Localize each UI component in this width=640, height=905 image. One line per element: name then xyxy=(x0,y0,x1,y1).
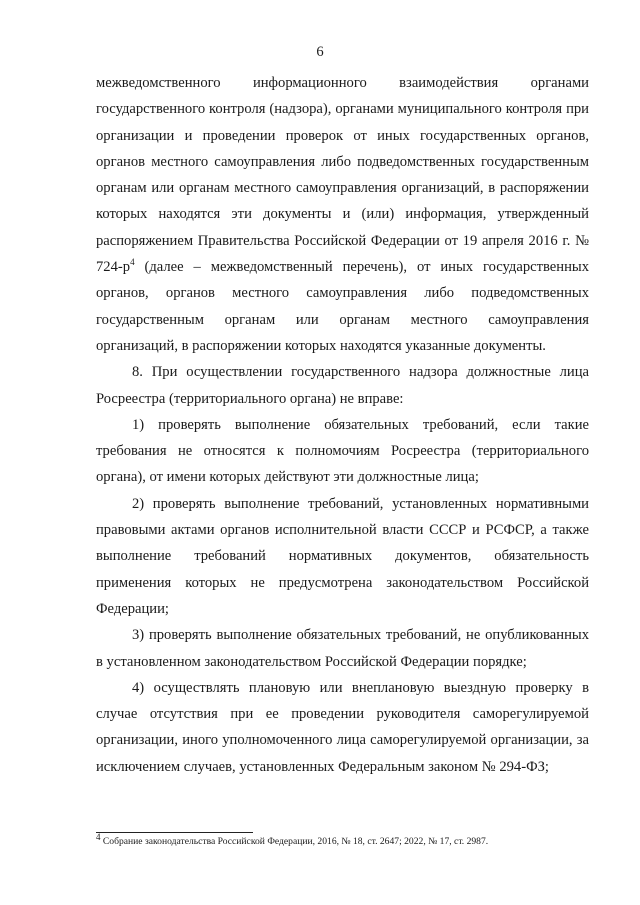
paragraph-continuation: межведомственного информационного взаимодействия органами государственного контроля (надзора), органами муниципального контроля при организации и проведении проверок от иных государственных органов, органов местного самоуправления либо подведомственных государственным органам или органам местного самоуправления организаций, в распоряжении которых находятся эти документы и (или) информация, утвержденный распоряжением Правительства Российской Федерации от 19 апреля 2016 г. № $724-р^4$ (далее – межведомственный перечень), от иных государственных органов, органов местного самоуправления либо подведомственных государственным органам или органам местного самоуправления организаций, в распоряжении которых находятся указанные документы. xyxy=(96,75,589,354)
paragraph-item-8-3: 3) проверять выполнение обязательных требований, не опубликованных в установленном законодательством Российской Федерации порядке; xyxy=(96,627,589,670)
paragraph-item-8-4: 4) осуществлять плановую или внеплановую выездную проверку в случае отсутствия при ее проведении руководителя саморегулируемой организации, иного уполномоченного лица саморегулируемой организации, за исключением случаев, установленных Федеральным законом № 294-ФЗ; xyxy=(96,679,589,775)
paragraph-item-8: 8. При осуществлении государственного надзора должностные лица Росреестра (территориального органа) не вправе: xyxy=(96,364,589,407)
footnote-divider xyxy=(96,832,253,833)
paragraph-item-8-1: 1) проверять выполнение обязательных требований, если такие требования не относятся к полномочиям Росреестра (территориального органа), от имени которых действуют эти должностные лица; xyxy=(96,416,589,486)
page-number: 6 xyxy=(316,44,324,60)
footnote-mark: 4 xyxy=(96,831,101,842)
footnote-text: Собрание законодательства Российской Федерации, 2016, № 18, ст. 2647; 2022, № 17, ст. 2987. xyxy=(100,836,489,847)
footnote xyxy=(96,831,596,848)
body-text xyxy=(96,70,589,780)
paragraph-item-8-2: 2) проверять выполнение требований, установленных нормативными правовыми актами органов исполнительной власти СССР и РСФСР, а также выполнение требований нормативных документов, обязательность применения которых не предусмотрена законодательством Российской Федерации; xyxy=(96,495,589,617)
footnote-reference: 4 xyxy=(130,257,135,268)
